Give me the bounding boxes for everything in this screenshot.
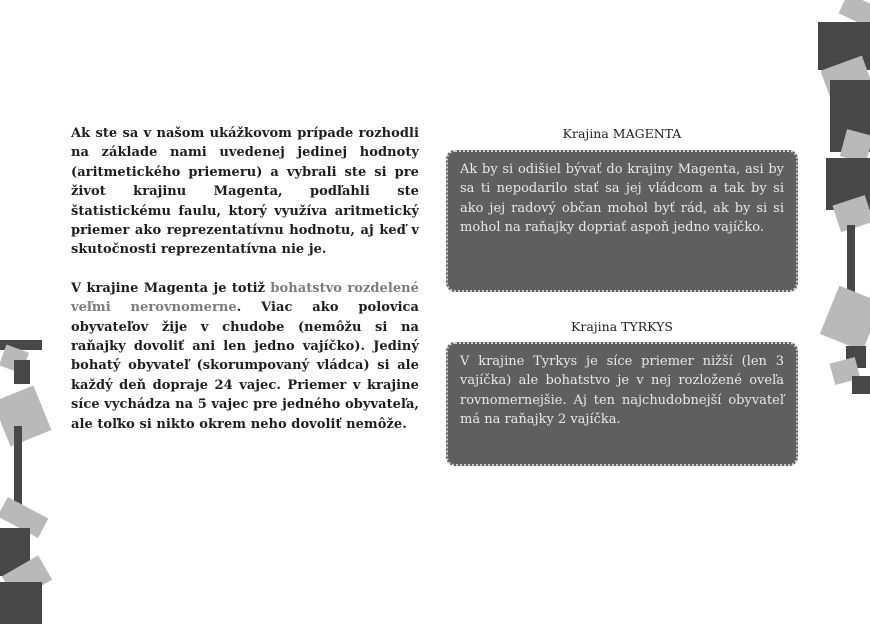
- tyrkys-title: Krajina TYRKYS: [571, 319, 673, 334]
- magenta-title: Krajina MAGENTA: [562, 126, 682, 141]
- paragraph-2-end: . Viac ako polovica obyvateľov žije v chudobe (nemôžu si na raňajky dovoliť ani len jedno vajíčko). Jediný bohatý obyvateľ (skorumpovaný vládca) si ale každý deň dopraje 24 vajec. Priemer v krajine síce vychádza na 5 vajec pre jedného obyvateľa, ale toľko si nikto okrem neho dovoliť nemôže.: [71, 300, 419, 432]
- paragraph-2-start: V krajine Magenta je totiž: [71, 280, 271, 296]
- main-text: [71, 124, 419, 453]
- tyrkys-text: V krajine Tyrkys je síce priemer nižší (len 3 vajíčka) ale bohatstvo je v nej rozložené oveľa rovnomernejšie. Aj ten najchudobnejší obyvateľ má na raňajky 2 vajíčka.: [460, 354, 784, 428]
- magenta-box: [446, 150, 798, 292]
- magenta-text: Ak by si odišiel bývať do krajiny Magenta, asi by sa ti nepodarilo stať sa jej vládcom a tak by si ako jej radový občan mohol byť rád, ak by si si mohol na raňajky dopriať aspoň jedno vajíčko.: [460, 162, 784, 236]
- tyrkys-box: [446, 342, 798, 466]
- left-decoration: [0, 340, 52, 624]
- paragraph-1: Ak ste sa v našom ukážkovom prípade rozhodli na základe nami uvedenej jedinej hodnoty (aritmetického priemeru) a vybrali ste si pre život krajinu Magenta, podľahli ste štatistickému faulu, ktorý využíva aritmetický priemer ako reprezentatívnu hodnotu, aj keď v skutočnosti reprezentatívna nie je.: [71, 126, 419, 258]
- highlight-text: bohatstvo rozdelené veľmi nerovnomerne: [71, 280, 419, 316]
- right-decoration: [818, 0, 870, 394]
- paragraph-2: [71, 279, 419, 434]
